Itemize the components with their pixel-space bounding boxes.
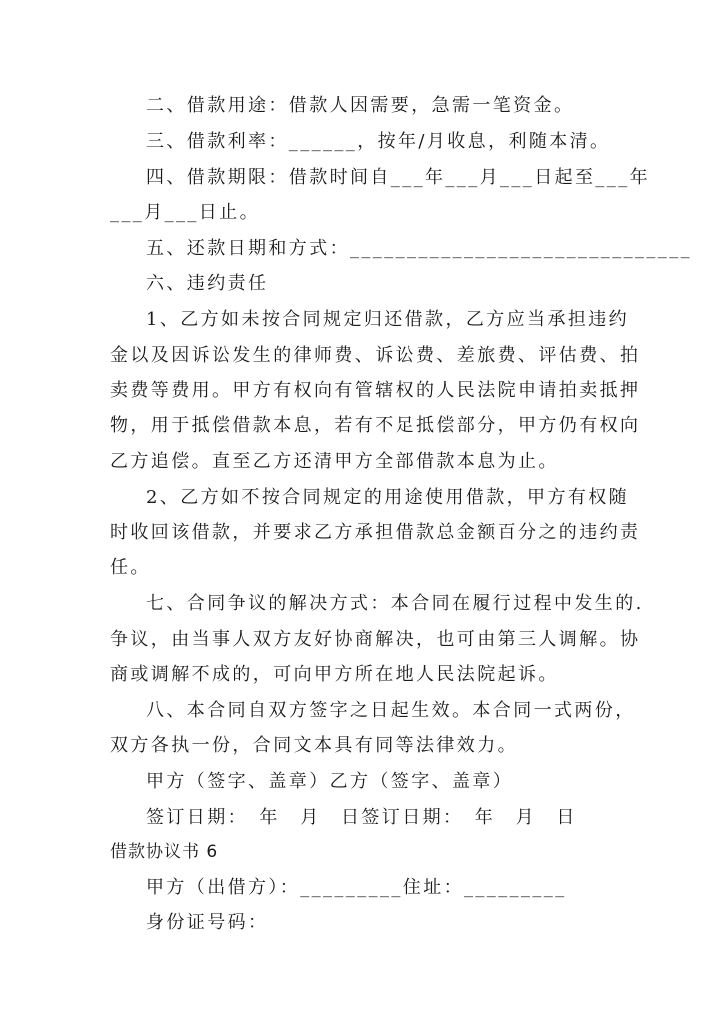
clause-6-1-line-1: 1、乙方如未按合同规定归还借款，乙方应当承担违约: [146, 309, 630, 330]
clause-7-line-2: 争议，由当事人双方友好协商解决，也可由第三人调解。协: [110, 629, 641, 650]
clause-3-interest: 三、借款利率：______，按年/月收息，利随本清。: [146, 131, 611, 152]
signing-dates: 签订日期： 年 月 日签订日期： 年 月 日: [146, 807, 577, 828]
lender-info: 甲方（出借方）：_________住址：_________: [146, 877, 567, 898]
clause-5-repayment: 五、还款日期和方式：______________________________: [146, 238, 692, 259]
clause-8-line-1: 八、本合同自双方签字之日起生效。本合同一式两份，: [146, 700, 636, 721]
signature-parties: 甲方（签字、盖章）乙方（签字、盖章）: [146, 771, 514, 792]
clause-6-2-line-2: 时收回该借款，并要求乙方承担借款总金额百分之的违约责: [110, 522, 641, 543]
clause-8-line-2: 双方各执一份，合同文本具有同等法律效力。: [110, 735, 518, 756]
clause-6-heading: 六、违约责任: [146, 273, 269, 294]
clause-6-2-line-3: 任。: [110, 557, 151, 578]
clause-6-1-line-5: 乙方追偿。直至乙方还清甲方全部借款本息为止。: [110, 451, 559, 472]
clause-4-term: 四、借款期限：借款时间自___年___月___日起至___年: [146, 167, 650, 188]
clause-2-purpose: 二、借款用途：借款人因需要，急需一笔资金。: [146, 95, 575, 116]
clause-6-2-line-1: 2、乙方如不按合同规定的用途使用借款，甲方有权随: [146, 487, 630, 508]
clause-7-line-3: 商或调解不成的，可向甲方所在地人民法院起诉。: [110, 664, 559, 685]
id-number-label: 身份证号码：: [146, 912, 269, 933]
clause-6-1-line-4: 物，用于抵偿借款本息，若有不足抵偿部分，甲方仍有权向: [110, 415, 641, 436]
clause-6-1-line-2: 金以及因诉讼发生的律师费、诉讼费、差旅费、评估费、拍: [110, 345, 641, 366]
clause-4-term-cont: ___月___日止。: [110, 202, 260, 223]
clause-6-1-line-3: 卖费等费用。甲方有权向有管辖权的人民法院申请拍卖抵押: [110, 380, 641, 401]
agreement-title: 借款协议书 6: [110, 842, 219, 862]
clause-7-line-1: 七、合同争议的解决方式：本合同在履行过程中发生的.: [146, 593, 644, 614]
